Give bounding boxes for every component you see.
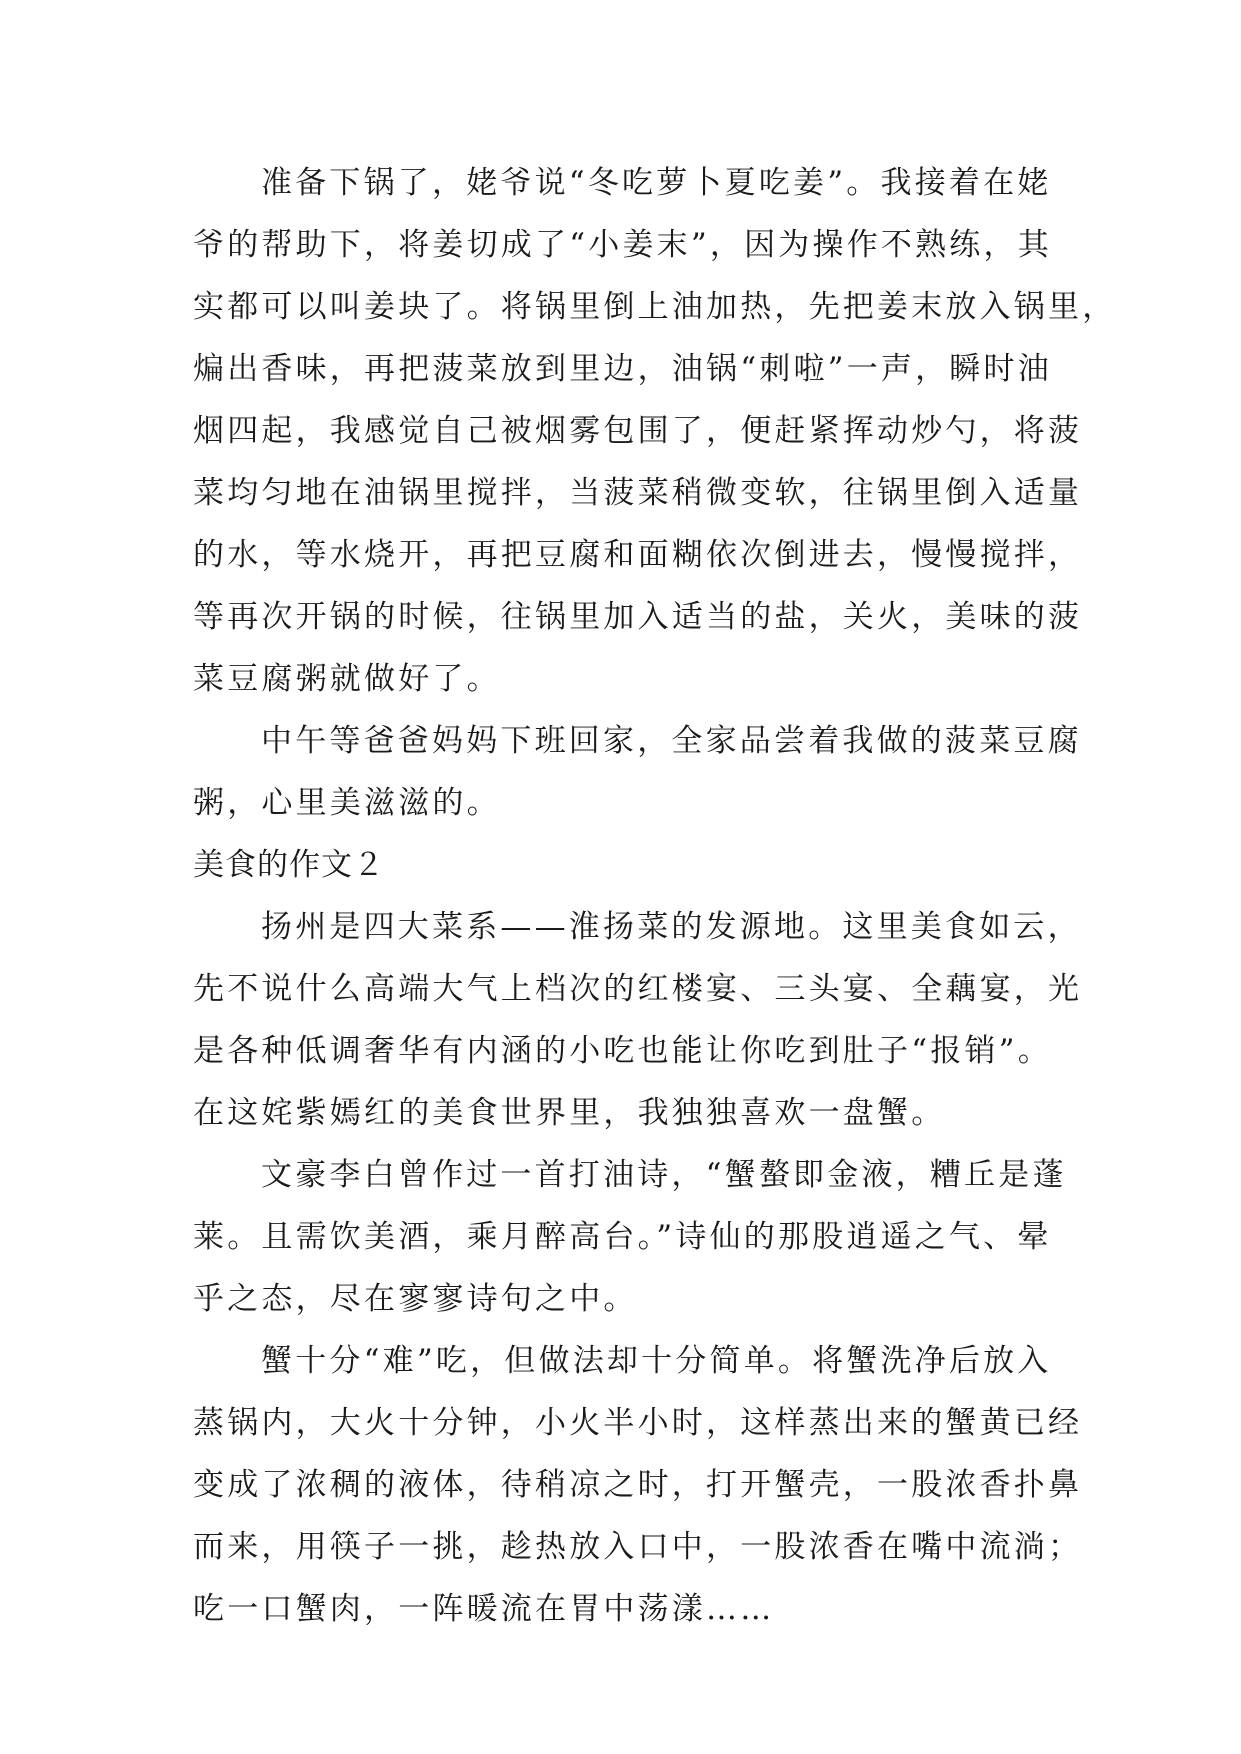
text-line: 蟹十分“难”吃，但做法却十分简单。将蟹洗净后放入 [261,1343,1052,1379]
text-line: 是各种低调奢华有内涵的小吃也能让你吃到肚子“报销”。 [193,1033,1052,1069]
text-line: 菜均匀地在油锅里搅拌，当菠菜稍微变软，往锅里倒入适量 [193,475,1083,511]
text-line: 中午等爸爸妈妈下班回家，全家品尝着我做的菠菜豆腐 [261,723,1082,759]
text-line: 文豪李白曾作过一首打油诗，“蟹螯即金液，糟丘是蓬 [261,1157,1067,1193]
text-line: 吃一口蟹肉，一阵暖流在胃中荡漾…… [193,1591,775,1627]
paragraph-yangzhou-intro [193,896,1083,1144]
paragraph-cooking-process [193,152,1117,710]
text-line: 乎之态，尽在寥寥诗句之中。 [193,1281,638,1317]
document-page [193,152,1117,1640]
text-line: 烟四起，我感觉自己被烟雾包围了，便赶紧挥动炒勺，将菠 [193,413,1083,449]
text-line: 实都可以叫姜块了。将锅里倒上油加热，先把姜末放入锅里， [193,289,1117,325]
text-line: 煸出香味，再把菠菜放到里边，油锅“刺啦”一声，瞬时油 [193,351,1052,387]
text-line: 菜豆腐粥就做好了。 [193,661,501,697]
text-line: 在这姹紫嫣红的美食世界里，我独独喜欢一盘蟹。 [193,1095,946,1131]
paragraph-crab-cooking [193,1330,1083,1640]
paragraph-family-tasting [193,710,1082,834]
text-line: 爷的帮助下，将姜切成了“小姜末”，因为操作不熟练，其 [193,227,1052,263]
text-line: 等再次开锅的时候，往锅里加入适当的盐，关火，美味的菠 [193,599,1083,635]
text-line: 而来，用筷子一挑，趁热放入口中，一股浓香在嘴中流淌； [193,1529,1083,1565]
text-line: 莱。且需饮美酒，乘月醉高台。”诗仙的那股逍遥之气、晕 [193,1219,1052,1255]
text-line: 扬州是四大菜系——淮扬菜的发源地。这里美食如云， [261,909,1082,945]
text-line: 变成了浓稠的液体，待稍凉之时，打开蟹壳，一股浓香扑鼻 [193,1467,1083,1503]
text-line: 准备下锅了，姥爷说“冬吃萝卜夏吃姜”。我接着在姥 [261,165,1052,201]
paragraph-li-bai-poem [193,1144,1068,1330]
text-line: 蒸锅内，大火十分钟，小火半小时，这样蒸出来的蟹黄已经 [193,1405,1083,1441]
text-line: 粥，心里美滋滋的。 [193,785,501,821]
text-line: 的水，等水烧开，再把豆腐和面糊依次倒进去，慢慢搅拌， [193,537,1083,573]
essay-heading: 美食的作文２ [193,847,385,883]
text-line: 先不说什么高端大气上档次的红楼宴、三头宴、全藕宴，光 [193,971,1083,1007]
